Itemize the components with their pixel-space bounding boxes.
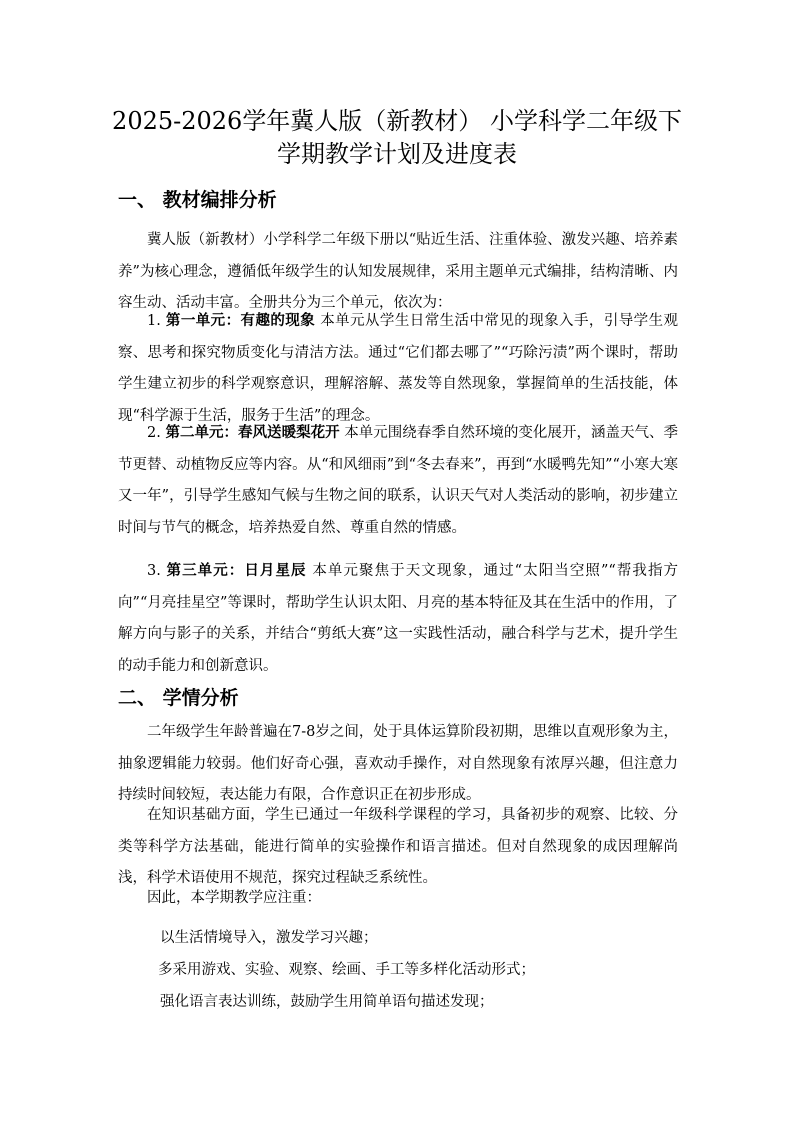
unit-3-text: 本单元聚焦于天文现象，通过“太阳当空照”“帮我指方向”“月亮挂星空”等课时，帮助学生认识太阳、月亮的基本特征及其在生活中的作用，了解方向与影子的关系，并结合“剪纸大赛”这一实践性活动，融合科学与艺术，提升学生的动手能力和创新意识。 xyxy=(118,563,679,674)
unit-3-number: 3. xyxy=(147,563,161,579)
unit-1-number: 1. xyxy=(147,313,161,329)
unit-2-number: 2. xyxy=(147,425,161,441)
section-heading-student-analysis: 二、 学情分析 xyxy=(118,687,239,709)
student-analysis-paragraph-1: 二年级学生年龄普遍在7-8岁之间，处于具体运算阶段初期，思维以直观形象为主，抽象逻辑能力较弱。他们好奇心强，喜欢动手操作，对自然现象有浓厚兴趣，但注意力持续时间较短，表达能力有限，合作意识正在初步形成。 xyxy=(118,724,678,803)
unit-3-label: 第三单元：日月星辰 xyxy=(166,563,307,579)
student-analysis-paragraph-2: 在知识基础方面，学生已通过一年级科学课程的学习，具备初步的观察、比较、分类等科学方法基础，能进行简单的实验操作和语言描述。但对自然现象的成因理解尚浅，科学术语使用不规范，探究过程缺乏系统性。 xyxy=(118,807,678,886)
unit-2-text: 本单元围绕春季自然环境的变化展开，涵盖天气、季节更替、动植物反应等内容。从“和风细雨”到“冬去春来”，再到“水暖鸭先知”“小寒大寒又一年”，引导学生感知气候与生物之间的联系，认识天气对人类活动的影响，初步建立时间与节气的概念，培养热爱自然、尊重自然的情感。 xyxy=(118,425,679,536)
document-title-line-1: 2025-2026学年冀人版（新教材） 小学科学二年级下 xyxy=(112,107,682,135)
unit-1-text: 本单元从学生日常生活中常见的现象入手，引导学生观察、思考和探究物质变化与清洁方法。通过“它们都去哪了”“巧除污渍”两个课时，帮助学生建立初步的科学观察意识，理解溶解、蒸发等自然现象，掌握简单的生活技能，体现“科学源于生活，服务于生活”的理念。 xyxy=(118,313,679,424)
unit-2-label: 第二单元：春风送暖梨花开 xyxy=(165,425,340,441)
teaching-focus-item: 多采用游戏、实验、观察、绘画、手工等多样化活动形式； xyxy=(158,962,535,978)
unit-1-label: 第一单元：有趣的现象 xyxy=(165,313,316,329)
teaching-focus-item: 以生活情境导入，激发学习兴趣； xyxy=(160,930,378,946)
document-title-line-2: 学期教学计划及进度表 xyxy=(277,140,517,168)
teaching-focus-item: 强化语言表达训练，鼓励学生用简单语句描述发现； xyxy=(160,994,494,1010)
student-analysis-paragraph-3: 因此，本学期教学应注重： xyxy=(147,890,321,906)
teaching-focus-list xyxy=(160,0,680,1123)
textbook-intro-paragraph: 冀人版（新教材）小学科学二年级下册以“贴近生活、注重体验、激发兴趣、培养素养”为核心理念，遵循低年级学生的认知发展规律，采用主题单元式编排，结构清晰、内容生动、活动丰富。全册共分为三个单元，依次为： xyxy=(118,232,678,311)
section-heading-textbook-analysis: 一、 教材编排分析 xyxy=(118,189,277,211)
